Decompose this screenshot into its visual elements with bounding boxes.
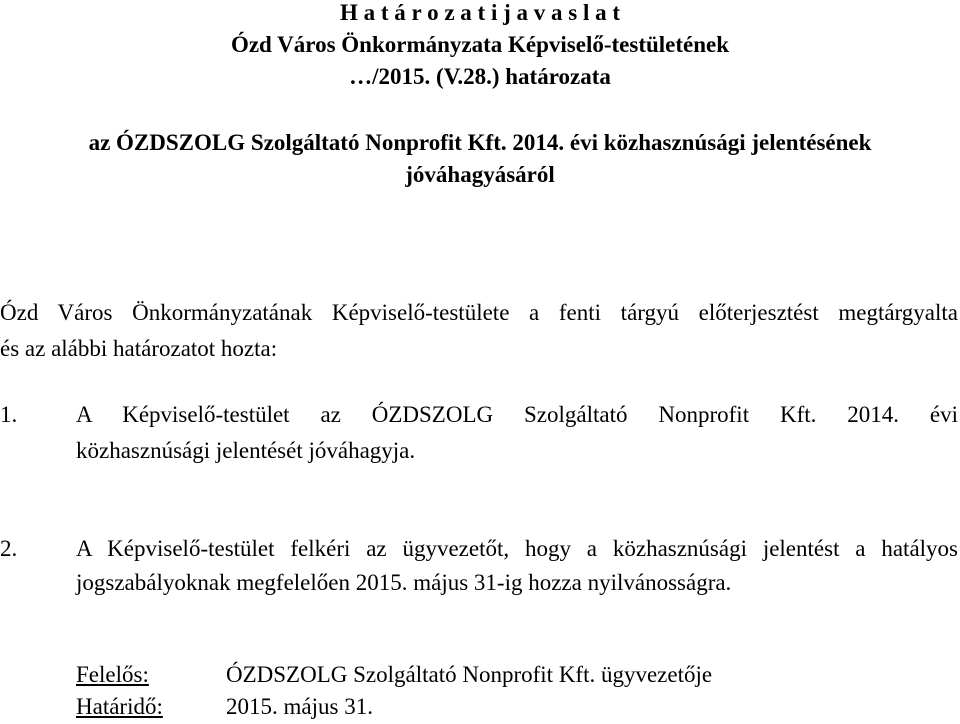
deadline-row (76, 692, 373, 722)
responsible-value: ÓZDSZOLG Szolgáltató Nonprofit Kft. ügyvezetője (226, 662, 713, 687)
responsible-label: Felelős: (76, 662, 149, 687)
item-2-number: 2. (0, 536, 18, 561)
issuer-line: Ózd Város Önkormányzata Képviselő-testületének (230, 32, 730, 57)
responsible-row (76, 660, 712, 690)
item-2-line-1: A Képviselő-testület felkéri az ügyvezetőt, hogy a közhasznúsági jelentést a hatályos (76, 536, 958, 561)
subject-line-2: jóváhagyásáról (405, 162, 555, 187)
item-1-line-1: A Képviselő-testület az ÓZDSZOLG Szolgáltató Nonprofit Kft. 2014. évi (76, 402, 958, 427)
item-1-number: 1. (0, 402, 18, 427)
item-2-line-2: jogszabályoknak megfelelően 2015. május 31-ig hozza nyilvánosságra. (76, 570, 732, 595)
item-1-line-2: közhasznúsági jelentését jóváhagyja. (76, 438, 416, 463)
resolution-number: …/2015. (V.28.) határozata (349, 64, 611, 89)
deadline-value: 2015. május 31. (226, 694, 373, 719)
subject-line-1: az ÓZDSZOLG Szolgáltató Nonprofit Kft. 2014. évi közhasznúsági jelentésének (88, 130, 872, 155)
deadline-label: Határidő: (76, 694, 163, 719)
document-title: H a t á r o z a t i j a v a s l a t (339, 0, 620, 25)
intro-line-1: Ózd Város Önkormányzatának Képviselő-testülete a fenti tárgyú előterjesztést megtárgyalta (0, 300, 958, 325)
intro-line-2: és az alábbi határozatot hozta: (0, 336, 278, 361)
